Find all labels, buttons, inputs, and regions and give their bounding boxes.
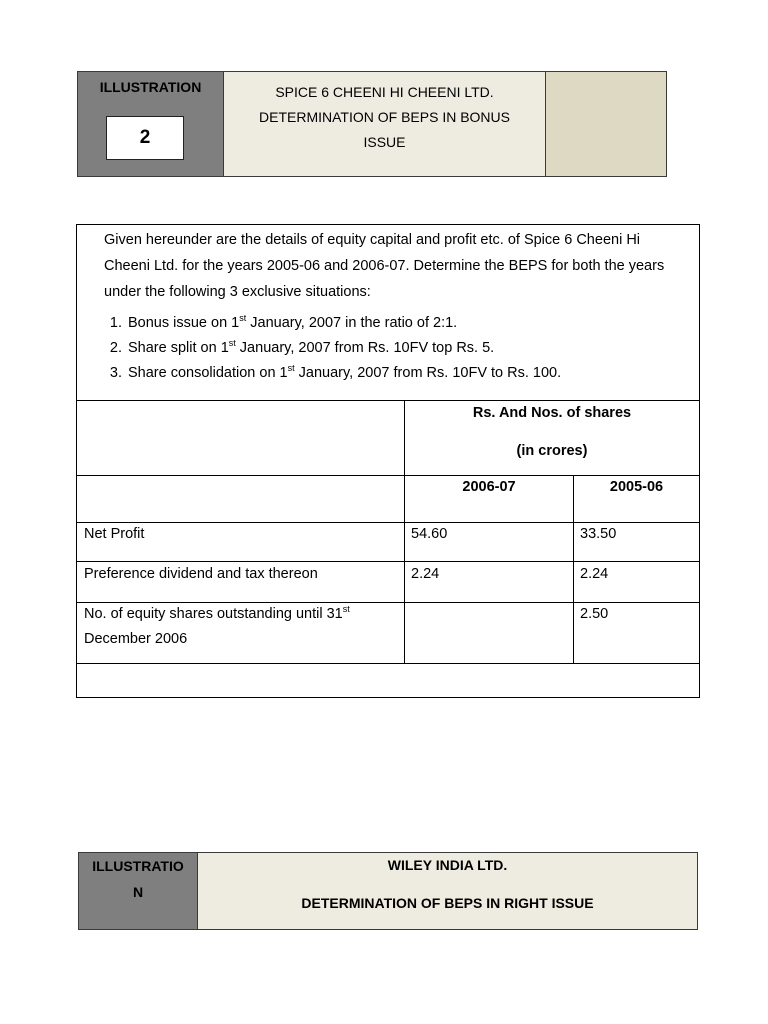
list-item: 2. Share split on 1st January, 2007 from Rs. 10FV top Rs. 5. <box>126 336 689 361</box>
preference-dividend-2006-07: 2.24 <box>411 566 440 582</box>
illustration-label-cell <box>78 72 224 176</box>
situations-list <box>104 311 689 386</box>
equity-shares-2005-06: 2.50 <box>580 606 609 622</box>
year-header-2005-06: 2005-06 <box>609 479 664 495</box>
title-line-2: DETERMINATION OF BEPS IN BONUS <box>259 109 510 125</box>
column-divider <box>573 475 574 663</box>
company-title: WILEY INDIA LTD. <box>387 857 508 873</box>
year-header-2006-07: 2006-07 <box>462 479 516 495</box>
row-label-net-profit: Net Profit <box>84 526 145 542</box>
preference-dividend-2005-06: 2.24 <box>580 566 609 582</box>
row-label-preference-dividend: Preference dividend and tax thereon <box>84 566 318 582</box>
net-profit-2005-06: 33.50 <box>580 526 617 542</box>
problem-statement <box>77 225 699 401</box>
illustration-label-line-2: N <box>132 884 144 900</box>
net-profit-2006-07: 54.60 <box>411 526 448 542</box>
units-line-1: Rs. And Nos. of shares <box>472 405 632 421</box>
list-item: 1. Bonus issue on 1st January, 2007 in the ratio of 2:1. <box>126 311 689 336</box>
row-label-equity-shares: No. of equity shares outstanding until 31st December 2006 <box>84 604 350 647</box>
problem-intro: Given hereunder are the details of equity capital and profit etc. of Spice 6 Cheeni Hi Cheeni Ltd. for the years 2005-06 and 2006-07. Determine the BEPS for both the years under the following 3 exclusive situations: <box>104 232 665 300</box>
title-line-3: ISSUE <box>363 134 406 150</box>
units-line-2: (in crores) <box>516 443 588 459</box>
illustration-title <box>224 72 546 176</box>
row-divider <box>77 663 699 664</box>
illustration-label-cell-2 <box>79 853 198 929</box>
problem-table <box>76 224 700 698</box>
illustration-number: 2 <box>106 116 184 160</box>
illustration-header-2 <box>78 852 698 930</box>
list-item: 3. Share consolidation on 1st January, 2007 from Rs. 10FV to Rs. 100. <box>126 361 689 386</box>
title-line-1: SPICE 6 CHEENI HI CHEENI LTD. <box>275 84 494 100</box>
illustration-title-2 <box>198 853 697 929</box>
illustration-label: ILLUSTRATION <box>99 79 202 95</box>
illustration-subtitle: DETERMINATION OF BEPS IN RIGHT ISSUE <box>301 895 594 911</box>
illustration-header <box>77 71 667 177</box>
illustration-label-line-1: ILLUSTRATIO <box>92 858 184 874</box>
header-blank-cell <box>546 72 666 176</box>
